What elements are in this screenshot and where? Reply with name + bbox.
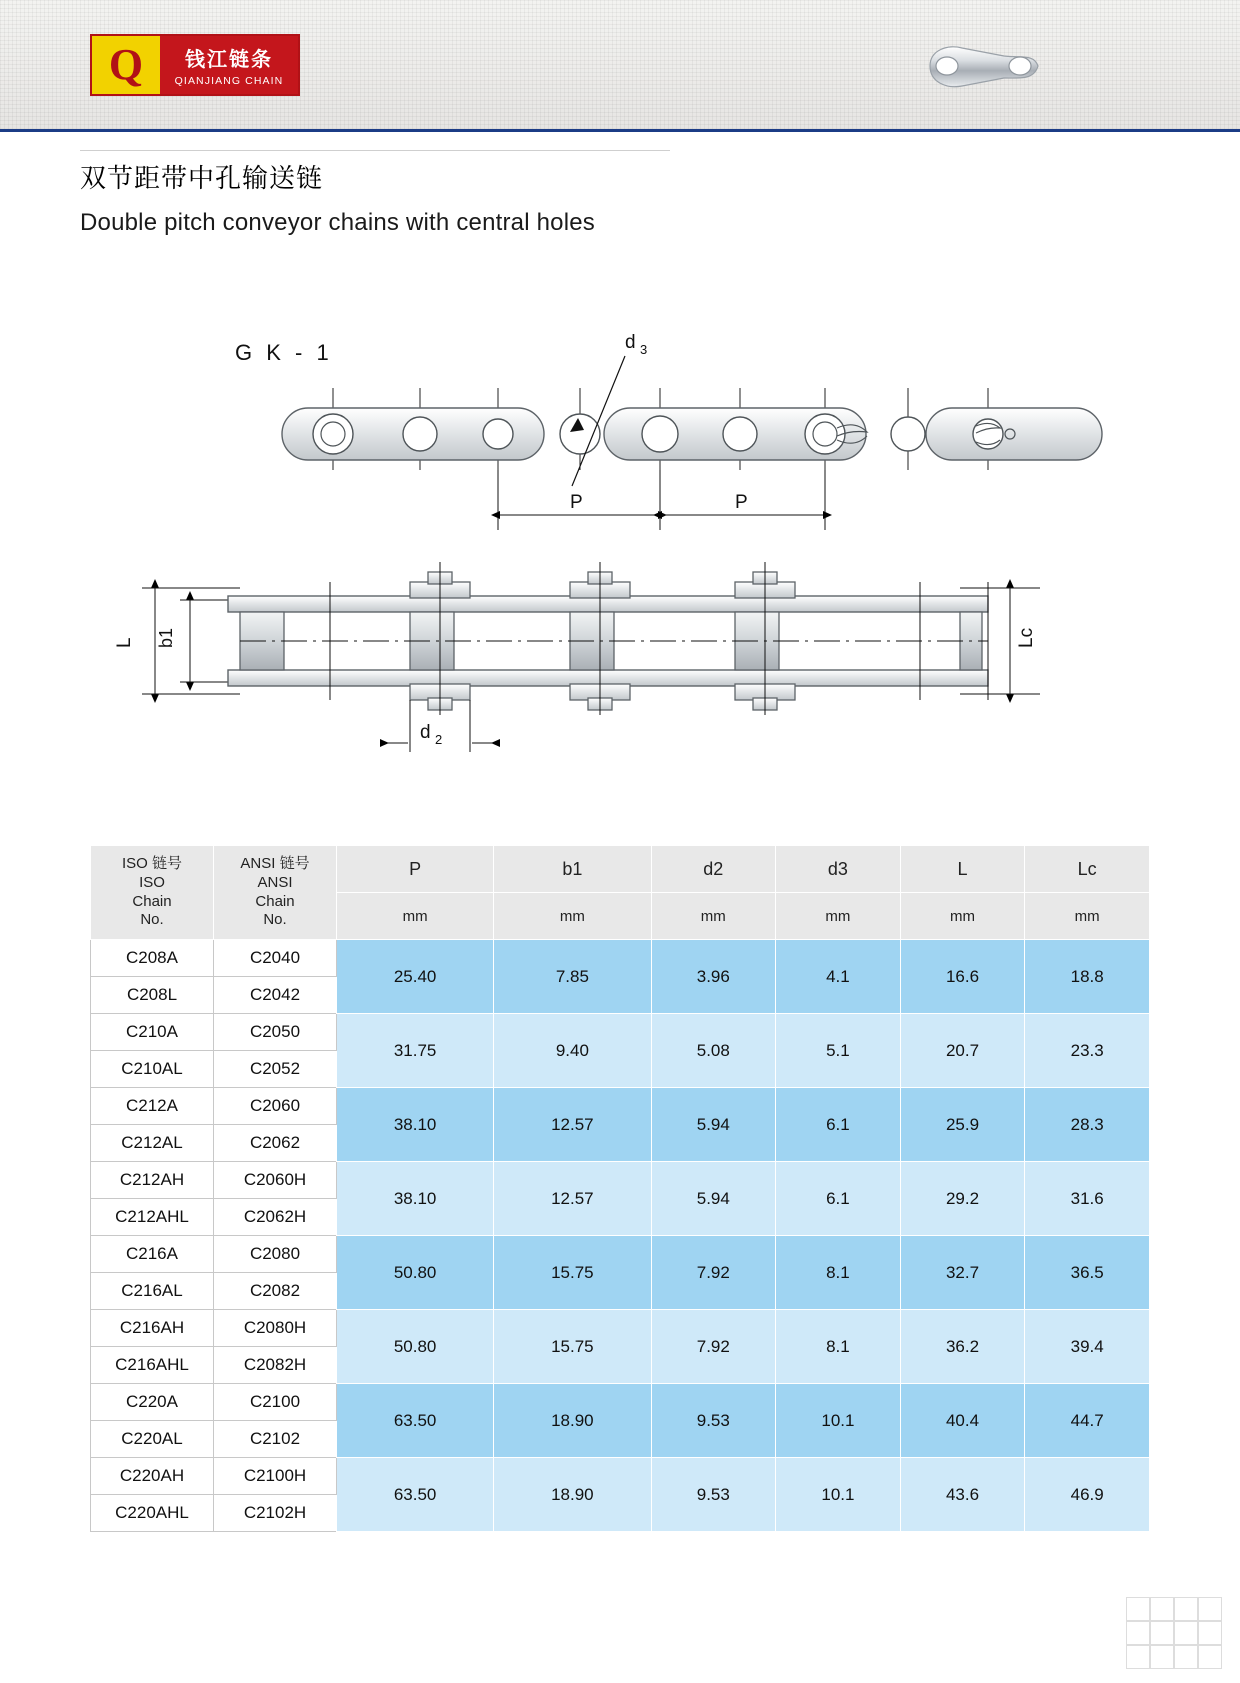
cell-lc: 28.3 xyxy=(1025,1088,1150,1162)
column-header-d2: d2 xyxy=(651,846,776,893)
column-header-iso: ISO 链号 ISO Chain No. xyxy=(91,846,214,940)
unit-l: mm xyxy=(900,893,1025,940)
cell-p: 63.50 xyxy=(337,1458,494,1532)
cell-lc: 46.9 xyxy=(1025,1458,1150,1532)
cell-p: 38.10 xyxy=(337,1162,494,1236)
logo-text xyxy=(160,36,298,94)
cell-d3: 8.1 xyxy=(776,1310,901,1384)
cell-iso-chain-no: C212A xyxy=(91,1088,214,1125)
cell-ansi-chain-no: C2082H xyxy=(214,1347,337,1384)
cell-l: 32.7 xyxy=(900,1236,1025,1310)
label-p-right: P xyxy=(735,492,748,513)
table-row xyxy=(91,1088,1150,1125)
label-L: L xyxy=(114,637,135,648)
logo-initial: Q xyxy=(108,40,144,89)
cell-d2: 3.96 xyxy=(651,940,776,1014)
cell-d2: 9.53 xyxy=(651,1384,776,1458)
cell-ansi-chain-no: C2080 xyxy=(214,1236,337,1273)
label-Lc: Lc xyxy=(1016,627,1037,648)
unit-lc: mm xyxy=(1025,893,1150,940)
cell-iso-chain-no: C216AHL xyxy=(91,1347,214,1384)
cell-iso-chain-no: C208L xyxy=(91,977,214,1014)
unit-b1: mm xyxy=(494,893,651,940)
column-header-ansi: ANSI 链号 ANSI Chain No. xyxy=(214,846,337,940)
unit-d3: mm xyxy=(776,893,901,940)
cell-b1: 12.57 xyxy=(494,1088,651,1162)
unit-p: mm xyxy=(337,893,494,940)
cell-b1: 15.75 xyxy=(494,1236,651,1310)
cell-lc: 44.7 xyxy=(1025,1384,1150,1458)
cell-iso-chain-no: C220AH xyxy=(91,1458,214,1495)
cell-lc: 36.5 xyxy=(1025,1236,1150,1310)
cell-lc: 31.6 xyxy=(1025,1162,1150,1236)
drawing-code-label: G K - 1 xyxy=(235,340,333,365)
table-row xyxy=(91,1236,1150,1273)
cell-ansi-chain-no: C2100 xyxy=(214,1384,337,1421)
cell-lc: 18.8 xyxy=(1025,940,1150,1014)
cell-ansi-chain-no: C2060 xyxy=(214,1088,337,1125)
chain-link-icon xyxy=(900,40,1060,92)
cell-ansi-chain-no: C2040 xyxy=(214,940,337,977)
cell-ansi-chain-no: C2100H xyxy=(214,1458,337,1495)
cell-d2: 7.92 xyxy=(651,1236,776,1310)
table-head xyxy=(91,846,1150,940)
cell-iso-chain-no: C220AHL xyxy=(91,1495,214,1532)
cell-iso-chain-no: C212AH xyxy=(91,1162,214,1199)
logo-name-cn: 钱江链条 xyxy=(185,49,273,71)
cell-iso-chain-no: C216AH xyxy=(91,1310,214,1347)
technical-drawing xyxy=(80,300,1160,800)
svg-text:3: 3 xyxy=(640,342,648,357)
cell-l: 36.2 xyxy=(900,1310,1025,1384)
cell-p: 50.80 xyxy=(337,1310,494,1384)
cell-b1: 18.90 xyxy=(494,1458,651,1532)
cell-p: 31.75 xyxy=(337,1014,494,1088)
cell-d3: 6.1 xyxy=(776,1162,901,1236)
column-header-b1: b1 xyxy=(494,846,651,893)
cell-ansi-chain-no: C2060H xyxy=(214,1162,337,1199)
cell-iso-chain-no: C216A xyxy=(91,1236,214,1273)
cell-b1: 18.90 xyxy=(494,1384,651,1458)
cell-b1: 7.85 xyxy=(494,940,651,1014)
corner-decoration xyxy=(1126,1597,1222,1669)
cell-d2: 7.92 xyxy=(651,1310,776,1384)
table-row xyxy=(91,1458,1150,1495)
logo-mark xyxy=(92,36,160,94)
cell-lc: 23.3 xyxy=(1025,1014,1150,1088)
cell-ansi-chain-no: C2080H xyxy=(214,1310,337,1347)
cell-b1: 12.57 xyxy=(494,1162,651,1236)
cell-iso-chain-no: C220AL xyxy=(91,1421,214,1458)
label-d3: d xyxy=(625,332,636,353)
svg-text:2: 2 xyxy=(435,732,443,747)
cell-ansi-chain-no: C2102 xyxy=(214,1421,337,1458)
column-header-lc: Lc xyxy=(1025,846,1150,893)
cell-ansi-chain-no: C2062H xyxy=(214,1199,337,1236)
page-title-en: Double pitch conveyor chains with central holes xyxy=(80,209,596,236)
specification-table xyxy=(90,845,1150,1532)
cell-d3: 4.1 xyxy=(776,940,901,1014)
cell-b1: 9.40 xyxy=(494,1014,651,1088)
column-header-l: L xyxy=(900,846,1025,893)
page-title-cn: 双节距带中孔输送链 xyxy=(80,164,324,194)
column-header-p: P xyxy=(337,846,494,893)
cell-iso-chain-no: C220A xyxy=(91,1384,214,1421)
cell-d2: 5.08 xyxy=(651,1014,776,1088)
table-row xyxy=(91,940,1150,977)
title-divider xyxy=(80,150,670,151)
cell-b1: 15.75 xyxy=(494,1310,651,1384)
cell-iso-chain-no: C216AL xyxy=(91,1273,214,1310)
cell-p: 25.40 xyxy=(337,940,494,1014)
cell-ansi-chain-no: C2052 xyxy=(214,1051,337,1088)
cell-d2: 5.94 xyxy=(651,1088,776,1162)
cell-l: 16.6 xyxy=(900,940,1025,1014)
cell-ansi-chain-no: C2050 xyxy=(214,1014,337,1051)
cell-d2: 5.94 xyxy=(651,1162,776,1236)
cell-p: 63.50 xyxy=(337,1384,494,1458)
cell-ansi-chain-no: C2042 xyxy=(214,977,337,1014)
label-d2: d xyxy=(420,722,431,743)
label-p-left: P xyxy=(570,492,583,513)
table-row xyxy=(91,1310,1150,1347)
cell-d3: 6.1 xyxy=(776,1088,901,1162)
company-logo xyxy=(90,34,300,96)
cell-ansi-chain-no: C2062 xyxy=(214,1125,337,1162)
cell-iso-chain-no: C210A xyxy=(91,1014,214,1051)
logo-name-en: QIANJIANG CHAIN xyxy=(174,75,284,87)
cell-d3: 8.1 xyxy=(776,1236,901,1310)
page-header xyxy=(0,0,1240,132)
cell-d3: 5.1 xyxy=(776,1014,901,1088)
cell-l: 43.6 xyxy=(900,1458,1025,1532)
cell-l: 40.4 xyxy=(900,1384,1025,1458)
cell-iso-chain-no: C212AL xyxy=(91,1125,214,1162)
table-body xyxy=(91,940,1150,1532)
cell-iso-chain-no: C210AL xyxy=(91,1051,214,1088)
table-row xyxy=(91,1162,1150,1199)
cell-d2: 9.53 xyxy=(651,1458,776,1532)
cell-ansi-chain-no: C2102H xyxy=(214,1495,337,1532)
cell-d3: 10.1 xyxy=(776,1458,901,1532)
cell-l: 20.7 xyxy=(900,1014,1025,1088)
label-b1: b1 xyxy=(156,627,176,648)
table-row xyxy=(91,1014,1150,1051)
unit-d2: mm xyxy=(651,893,776,940)
cell-p: 50.80 xyxy=(337,1236,494,1310)
cell-d3: 10.1 xyxy=(776,1384,901,1458)
column-header-d3: d3 xyxy=(776,846,901,893)
cell-p: 38.10 xyxy=(337,1088,494,1162)
cell-l: 29.2 xyxy=(900,1162,1025,1236)
table-row xyxy=(91,1384,1150,1421)
page-title xyxy=(80,158,1160,237)
table-header-row xyxy=(91,846,1150,893)
cell-ansi-chain-no: C2082 xyxy=(214,1273,337,1310)
cell-iso-chain-no: C212AHL xyxy=(91,1199,214,1236)
cell-l: 25.9 xyxy=(900,1088,1025,1162)
cell-iso-chain-no: C208A xyxy=(91,940,214,977)
cell-lc: 39.4 xyxy=(1025,1310,1150,1384)
